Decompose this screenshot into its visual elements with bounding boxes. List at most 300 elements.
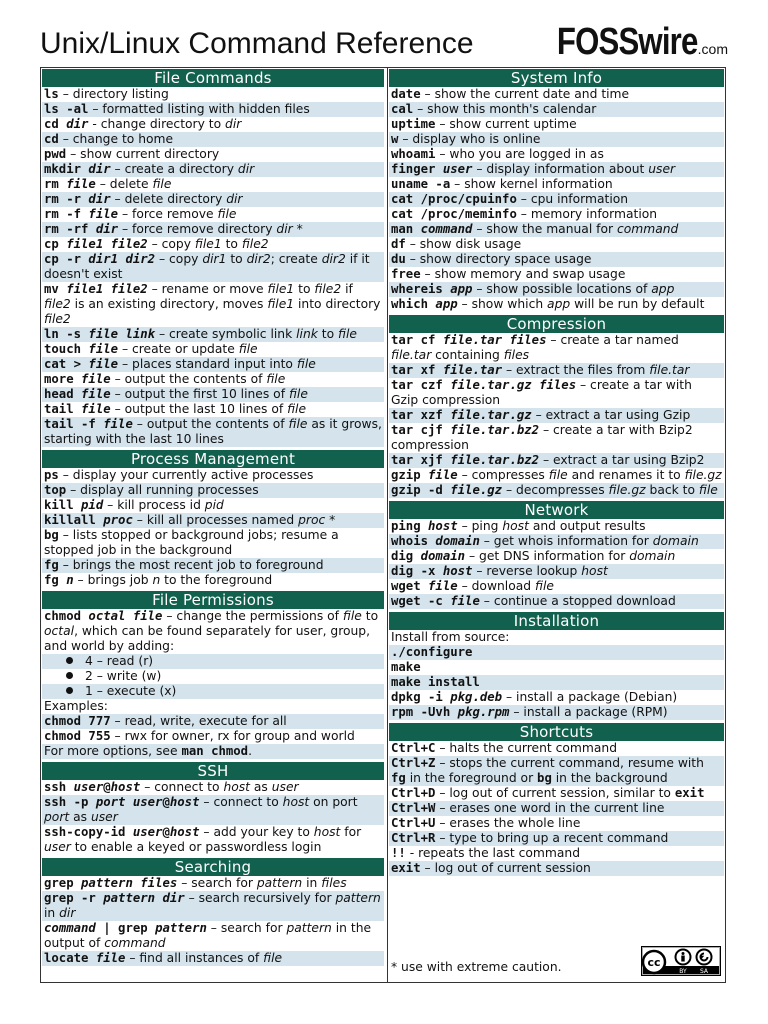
command-text: which — [391, 297, 436, 311]
argument-reference: file — [548, 468, 568, 482]
page-title: Unix/Linux Command Reference — [40, 27, 474, 60]
fosswire-logo — [526, 20, 728, 71]
command-text: df — [391, 237, 406, 251]
command-text: cat /proc/cpuinfo — [391, 192, 517, 206]
command-text: exit — [674, 786, 705, 800]
command-entry — [389, 147, 724, 162]
description-text: – add your key to — [199, 825, 314, 839]
description-text: – erases the whole line — [435, 816, 581, 830]
description-text: For more options, see — [44, 744, 182, 758]
section-network — [389, 501, 724, 609]
command-argument: dir1 dir2 — [88, 252, 156, 266]
command-entry — [389, 237, 724, 252]
description-text: if — [341, 282, 353, 296]
argument-reference: file1 — [194, 237, 222, 251]
description-text: – show the current date and time — [420, 87, 630, 101]
command-argument: app — [450, 282, 473, 296]
argument-reference: host — [502, 519, 529, 533]
argument-reference: port — [44, 810, 70, 824]
command-text: more — [44, 372, 82, 386]
argument-reference: file — [152, 177, 172, 191]
command-entry — [389, 705, 724, 720]
command-entry — [42, 357, 384, 372]
description-text: – display information about — [472, 162, 649, 176]
svg-text:BY: BY — [679, 968, 687, 975]
description-text: in the background — [551, 771, 668, 785]
command-argument: pattern dir — [103, 891, 185, 905]
left-column — [42, 69, 384, 966]
description-text: is an existing directory, moves — [70, 297, 268, 311]
command-argument: file1 file2 — [66, 282, 148, 296]
description-text: – show directory space usage — [405, 252, 592, 266]
command-entry — [42, 729, 384, 744]
argument-reference: user — [271, 780, 299, 794]
command-argument: file — [103, 417, 133, 431]
description-text: – output the contents of — [132, 417, 289, 431]
command-entry — [42, 468, 384, 483]
section-shortcuts — [389, 723, 724, 876]
command-text: cp -r — [44, 252, 89, 266]
command-entry — [389, 378, 724, 408]
command-entry — [389, 816, 724, 831]
description-text: to — [361, 609, 379, 623]
command-entry — [389, 333, 724, 363]
argument-reference: file2 — [44, 297, 71, 311]
command-text: make — [391, 660, 421, 674]
command-text: man — [391, 222, 421, 236]
command-text: kill — [44, 498, 82, 512]
argument-reference: file.gz — [684, 468, 722, 482]
command-entry — [389, 252, 724, 267]
command-entry — [42, 207, 384, 222]
description-text: – force remove — [118, 207, 218, 221]
description-text: – extract a tar using Gzip — [531, 408, 691, 422]
description-text: – output the first 10 lines of — [110, 387, 289, 401]
command-text: top — [44, 483, 67, 497]
command-argument: file — [88, 357, 119, 371]
command-text: mkdir — [44, 162, 89, 176]
command-argument: file1 file2 — [66, 237, 148, 251]
description-text: – show memory and swap usage — [420, 267, 626, 281]
description-text: on port — [309, 795, 358, 809]
command-entry — [389, 87, 724, 102]
command-text: chmod 777 — [44, 714, 111, 728]
command-entry — [42, 237, 384, 252]
bullet-icon — [66, 657, 73, 664]
description-text: – create a tar with Gzip compression — [391, 378, 692, 407]
description-text: – places standard input into — [118, 357, 297, 371]
argument-reference: file — [287, 402, 307, 416]
description-text: – formatted listing with hidden files — [88, 102, 310, 116]
description-text: - change directory to — [88, 117, 226, 131]
command-text: rpm -Uvh — [391, 705, 458, 719]
argument-reference: pid — [204, 498, 224, 512]
argument-reference: app — [547, 297, 571, 311]
command-entry — [389, 756, 724, 786]
command-entry — [42, 498, 384, 513]
description-text: – install a package (RPM) — [509, 705, 668, 719]
command-text: tail -f — [44, 417, 104, 431]
command-text: gzip — [391, 468, 429, 482]
description-text: – log out of current session, similar to — [435, 786, 675, 800]
command-entry — [42, 417, 384, 447]
section-heading: Installation — [389, 612, 724, 630]
bullet-text: 4 – read (r) — [85, 654, 154, 668]
command-text: grep -r — [44, 891, 104, 905]
command-text: wget -c — [391, 594, 451, 608]
command-text: rm -r — [44, 192, 89, 206]
command-text: cd — [44, 117, 67, 131]
command-entry — [389, 267, 724, 282]
argument-reference: host — [282, 795, 310, 809]
command-argument: dir — [88, 162, 111, 176]
command-entry — [389, 222, 724, 237]
command-argument: user — [442, 162, 473, 176]
command-entry — [42, 192, 384, 207]
section-file-permissions — [42, 591, 384, 759]
description-text: – who you are logged in as — [435, 147, 604, 161]
command-argument: host — [169, 825, 200, 839]
description-text: – connect to — [140, 780, 224, 794]
description-text: – show kernel information — [450, 177, 613, 191]
argument-reference: dir — [237, 162, 255, 176]
argument-reference: dir — [225, 117, 242, 131]
command-argument: pattern — [155, 921, 207, 935]
command-entry — [389, 660, 724, 675]
command-text: whoami — [391, 147, 436, 161]
command-argument: user — [73, 780, 104, 794]
argument-reference: file — [263, 951, 283, 965]
argument-reference: dir2 — [246, 252, 271, 266]
svg-text:cc: cc — [647, 956, 661, 969]
sa-share-alike-icon — [697, 950, 712, 965]
caution-footnote: * use with extreme caution. — [391, 960, 562, 974]
argument-reference: file — [288, 417, 308, 431]
argument-reference: user — [90, 810, 118, 824]
command-text: uptime — [391, 117, 436, 131]
command-text: fg — [44, 573, 67, 587]
command-text: wget — [391, 579, 429, 593]
description-text: – type to bring up a recent command — [435, 831, 669, 845]
description-text: – output the contents of — [110, 372, 267, 386]
command-entry — [42, 327, 384, 342]
description-text: as it grows, starting with the last 10 lines — [44, 417, 382, 446]
description-text: – display all running processes — [66, 483, 259, 497]
command-text: ln -s — [44, 327, 89, 341]
column-divider — [387, 67, 388, 983]
command-argument: dir — [88, 192, 111, 206]
command-argument: dir — [66, 117, 89, 131]
command-entry — [389, 102, 724, 117]
command-entry — [42, 714, 384, 729]
argument-reference: file — [266, 372, 286, 386]
command-text: uname -a — [391, 177, 451, 191]
command-entry — [389, 363, 724, 378]
command-entry — [389, 207, 724, 222]
command-argument: domain — [420, 549, 466, 563]
argument-reference: dir2 — [321, 252, 346, 266]
description-text: – copy — [147, 237, 195, 251]
command-argument: file — [450, 594, 480, 608]
command-entry — [389, 741, 724, 756]
description-text: – install a package (Debian) — [502, 690, 678, 704]
description-text: in — [302, 876, 322, 890]
command-entry — [42, 387, 384, 402]
command-text: bg — [44, 528, 59, 542]
bullet-item — [42, 654, 384, 669]
command-text: chmod — [44, 609, 89, 623]
command-entry — [42, 117, 384, 132]
command-argument: app — [435, 297, 458, 311]
description-text: if it doesn't exist — [44, 252, 370, 281]
command-text: tar cf — [391, 333, 443, 347]
command-text: @ — [162, 795, 170, 809]
description-text: – create a tar named — [546, 333, 679, 347]
description-text: to the foreground — [160, 573, 273, 587]
command-entry — [389, 519, 724, 534]
command-entry — [42, 528, 384, 558]
command-entry — [389, 282, 724, 297]
description-text: – read, write, execute for all — [110, 714, 287, 728]
description-text: to enable a keyed or passwordless login — [70, 840, 322, 854]
description-text: containing — [431, 348, 504, 362]
command-text: touch — [44, 342, 89, 356]
argument-reference: host — [581, 564, 608, 578]
command-entry — [42, 513, 384, 528]
command-text: ssh -p — [44, 795, 96, 809]
command-text: gzip -d — [391, 483, 451, 497]
command-entry — [42, 177, 384, 192]
command-argument: file — [88, 342, 119, 356]
command-text: exit — [391, 861, 421, 875]
description-text: and output results — [528, 519, 646, 533]
description-text: – halts the current command — [435, 741, 618, 755]
argument-reference: user — [648, 162, 676, 176]
command-argument: pattern files — [81, 876, 178, 890]
description-text: back to — [645, 483, 699, 497]
command-text: dig -x — [391, 564, 443, 578]
command-entry — [389, 564, 724, 579]
command-text: cd — [44, 132, 59, 146]
command-entry — [389, 468, 724, 483]
command-text: mv — [44, 282, 67, 296]
argument-reference: file2 — [314, 282, 342, 296]
description-text: and renames it to — [567, 468, 685, 482]
command-argument: pid — [81, 498, 104, 512]
command-text: cp — [44, 237, 67, 251]
description-text: in the foreground or — [405, 771, 538, 785]
command-argument: file.tar.bz2 — [450, 453, 540, 467]
command-entry — [389, 675, 724, 690]
description-text: for — [340, 825, 362, 839]
section-heading: File Permissions — [42, 591, 384, 609]
command-argument: port user — [95, 795, 163, 809]
command-entry — [389, 117, 724, 132]
description-text: – show disk usage — [405, 237, 522, 251]
description-text: – create symbolic link — [155, 327, 297, 341]
command-text: Ctrl+R — [391, 831, 436, 845]
command-text: ./configure — [391, 645, 473, 659]
command-text: @ — [103, 780, 111, 794]
description-text: – show which — [457, 297, 548, 311]
description-text: in the output of — [44, 921, 372, 950]
command-text: whois — [391, 534, 436, 548]
command-text: tar xzf — [391, 408, 451, 422]
description-text: – extract the files from — [502, 363, 650, 377]
command-argument: dir — [95, 222, 119, 236]
section-heading: Network — [389, 501, 724, 519]
command-text: tar xf — [391, 363, 443, 377]
description-text: in — [44, 906, 60, 920]
command-entry — [389, 132, 724, 147]
description-text: – reverse lookup — [472, 564, 582, 578]
description-text: – directory listing — [58, 87, 169, 101]
description-text: – delete directory — [110, 192, 227, 206]
command-entry — [42, 252, 384, 282]
description-text: – kill all processes named — [132, 513, 299, 527]
command-entry — [389, 579, 724, 594]
command-text: free — [391, 267, 421, 281]
description-text: – log out of current session — [420, 861, 591, 875]
description-text: – create a directory — [110, 162, 238, 176]
argument-reference: file — [238, 342, 258, 356]
description-text: , which can be found separately for user, group, and world by adding: — [44, 624, 371, 653]
description-text: – output the last 10 lines of — [110, 402, 288, 416]
svg-text:SA: SA — [699, 968, 709, 975]
command-entry — [42, 891, 384, 921]
command-text: Ctrl+U — [391, 816, 436, 830]
command-argument: file — [428, 468, 458, 482]
bullet-text: 2 – write (w) — [85, 669, 162, 683]
section-compression — [389, 315, 724, 498]
argument-reference: app — [651, 282, 675, 296]
command-entry — [42, 573, 384, 588]
section-heading: System Info — [389, 69, 724, 87]
command-entry — [389, 690, 724, 705]
command-entry — [42, 825, 384, 855]
command-entry — [389, 801, 724, 816]
argument-reference: file — [535, 579, 554, 593]
command-text: man chmod — [181, 744, 249, 758]
description-text: as — [69, 810, 91, 824]
section-process-management — [42, 450, 384, 588]
description-text: – ping — [457, 519, 503, 533]
page-header — [40, 18, 730, 68]
bullet-item — [42, 684, 384, 699]
command-argument: file.tar.bz2 — [450, 423, 540, 437]
command-text: pwd — [44, 147, 67, 161]
command-text: ssh-copy-id — [44, 825, 133, 839]
bullet-icon — [66, 672, 73, 679]
description-text: – display who is online — [398, 132, 541, 146]
command-argument: file.tar — [442, 363, 503, 377]
argument-reference: file — [338, 327, 357, 341]
command-argument: file — [81, 402, 111, 416]
description-text: - repeats the last command — [405, 846, 581, 860]
command-entry — [389, 423, 724, 453]
command-entry — [42, 372, 384, 387]
description-text: – get DNS information for — [465, 549, 630, 563]
command-text: w — [391, 132, 399, 146]
argument-reference: n — [152, 573, 161, 587]
argument-reference: file — [698, 483, 718, 497]
description-text: – search for — [177, 876, 257, 890]
description-text: – create or update — [118, 342, 239, 356]
description-text: to — [221, 237, 242, 251]
command-text: grep — [44, 876, 82, 890]
command-entry — [42, 342, 384, 357]
command-entry — [389, 549, 724, 564]
command-text: tar cjf — [391, 423, 451, 437]
command-text: fg — [391, 771, 406, 785]
argument-reference: file — [288, 387, 308, 401]
argument-reference: file.tar — [391, 348, 432, 362]
command-entry — [389, 453, 724, 468]
command-text: Ctrl+Z — [391, 756, 436, 770]
command-text: chmod 755 — [44, 729, 111, 743]
command-argument: user — [132, 825, 163, 839]
description-text: – compresses — [457, 468, 549, 482]
command-argument: file — [81, 387, 111, 401]
command-text: bg — [537, 771, 552, 785]
command-entry — [42, 147, 384, 162]
argument-reference: proc — [298, 513, 326, 527]
description-text: – brings job — [73, 573, 153, 587]
command-argument: file — [81, 372, 111, 386]
section-system-info — [389, 69, 724, 312]
argument-reference: dir — [226, 192, 243, 206]
description-text: . — [248, 744, 253, 758]
command-entry — [389, 162, 724, 177]
description-text: – copy — [155, 252, 203, 266]
command-argument: host — [428, 519, 458, 533]
command-text: tar czf — [391, 378, 451, 392]
command-argument: pkg.deb — [450, 690, 503, 704]
command-argument: host — [110, 780, 141, 794]
command-text: ls — [44, 87, 59, 101]
command-entry — [389, 297, 724, 312]
command-entry — [42, 558, 384, 573]
command-entry — [389, 861, 724, 876]
section-file-commands — [42, 69, 384, 447]
description-text: to — [294, 282, 315, 296]
argument-reference: files — [503, 348, 530, 362]
command-argument: command — [44, 921, 96, 935]
bullet-item — [42, 669, 384, 684]
description-text: Install from source: — [391, 630, 510, 644]
command-text: tar xjf — [391, 453, 451, 467]
command-entry — [42, 402, 384, 417]
creative-commons-badge — [641, 946, 721, 976]
section-searching — [42, 858, 384, 966]
command-text: cat /proc/meminfo — [391, 207, 517, 221]
description-text: ; create — [270, 252, 322, 266]
command-text: ssh — [44, 780, 74, 794]
command-argument: n — [66, 573, 74, 587]
command-entry — [389, 645, 724, 660]
description-text: – extract a tar using Bzip2 — [539, 453, 705, 467]
description-text: will be run by default — [570, 297, 705, 311]
command-argument: file — [95, 951, 126, 965]
description-text: – erases one word in the current line — [435, 801, 665, 815]
description-text: – create a tar with Bzip2 compression — [391, 423, 693, 452]
command-text: Ctrl+W — [391, 801, 436, 815]
command-text: date — [391, 87, 421, 101]
logo-domain: .com — [697, 41, 728, 57]
description-text: – change the permissions of — [162, 609, 343, 623]
argument-reference: file1 — [267, 297, 295, 311]
command-text: rm -rf — [44, 222, 96, 236]
